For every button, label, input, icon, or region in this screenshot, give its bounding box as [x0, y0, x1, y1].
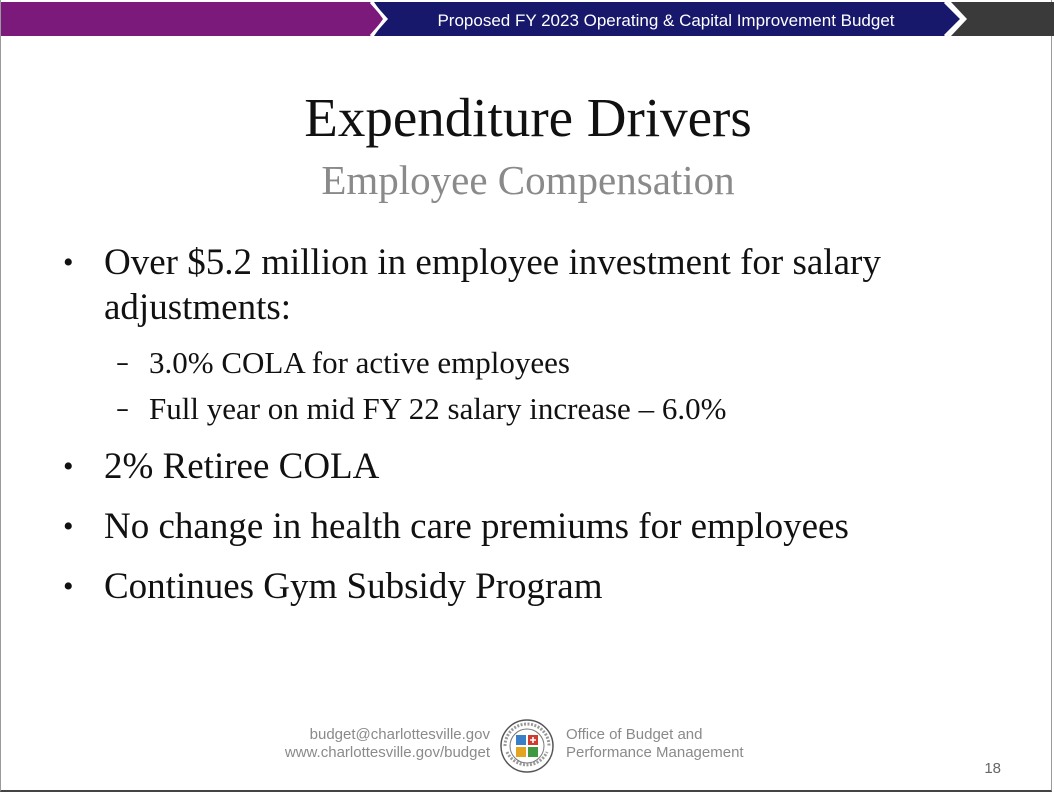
- sub-bullet-text: 3.0% COLA for active employees: [149, 345, 570, 380]
- sub-bullet-list: [104, 340, 1021, 432]
- footer-website[interactable]: www.charlottesville.gov/budget: [284, 744, 490, 761]
- bullet-icon: •: [63, 570, 74, 603]
- city-seal-icon: [499, 718, 555, 774]
- dash-icon: –: [116, 348, 129, 378]
- bullet-text: Continues Gym Subsidy Program: [104, 566, 603, 607]
- slide-subtitle: Employee Compensation: [321, 157, 735, 203]
- bullet-item: [61, 504, 1021, 549]
- bullet-icon: •: [63, 246, 74, 279]
- banner-dark-segment: [951, 2, 1054, 36]
- sub-bullet-item: [104, 340, 1021, 386]
- sub-bullet-item: [104, 386, 1021, 432]
- bullet-icon: •: [63, 450, 74, 483]
- bullet-text: No change in health care premiums for employees: [104, 506, 849, 547]
- footer-office: [566, 726, 826, 762]
- bullet-list: [61, 240, 1021, 609]
- slide-title: Expenditure Drivers: [304, 87, 752, 148]
- bullet-icon: •: [63, 510, 74, 543]
- banner-title: Proposed FY 2023 Operating & Capital Improvement Budget: [437, 11, 895, 30]
- footer-email[interactable]: budget@charlottesville.gov: [309, 726, 490, 743]
- dash-icon: –: [116, 394, 129, 424]
- banner-purple-segment: [1, 2, 383, 36]
- bullet-text: 2% Retiree COLA: [104, 446, 380, 487]
- sub-bullet-text: Full year on mid FY 22 salary increase – 6.0%: [149, 391, 727, 426]
- office-line-2: Performance Management: [566, 744, 744, 761]
- bullet-text: Over $5.2 million in employee investment for salary adjustments:: [104, 242, 881, 328]
- page-number: 18: [984, 760, 1001, 777]
- office-line-1: Office of Budget and: [566, 726, 703, 743]
- bullet-item: [61, 444, 1021, 489]
- bullet-item: [61, 240, 1021, 432]
- header-banner: [1, 0, 1054, 38]
- bullet-item: [61, 564, 1021, 609]
- footer-contact: [201, 726, 490, 762]
